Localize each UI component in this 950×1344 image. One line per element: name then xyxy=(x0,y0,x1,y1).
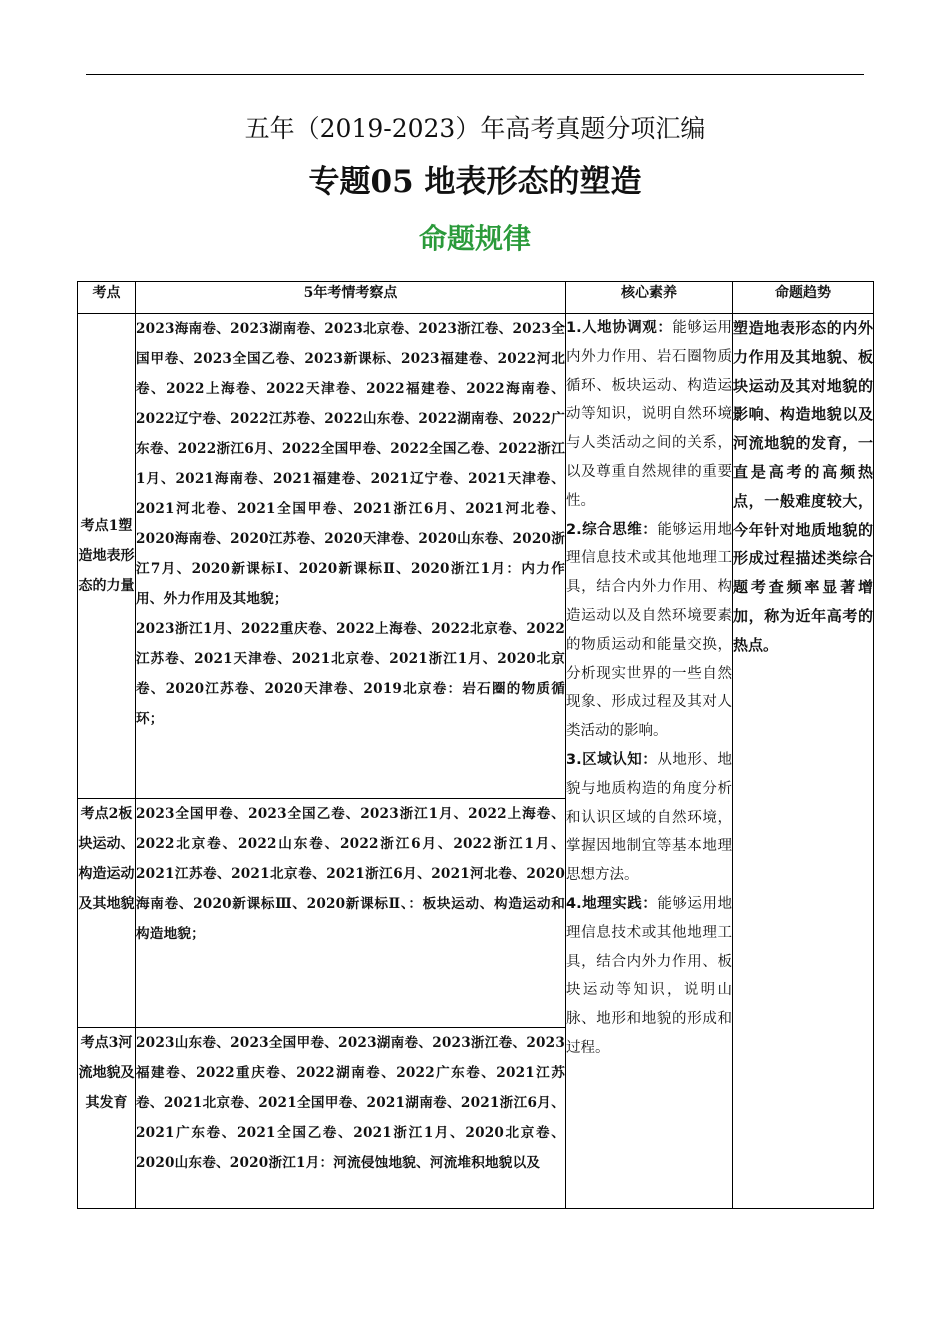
core-item-heading: 1.人地协调观： xyxy=(566,320,673,336)
topic-cell: 考点2板块运动、构造运动及其地貌 xyxy=(78,799,136,1028)
column-header-trend: 命题趋势 xyxy=(733,282,874,314)
core-item-text: 能够运用内外力作用、岩石圈物质循环、板块运动、构造运动等知识，说明自然环境与人类活动之间的关系，以及尊重自然规律的重要性。 xyxy=(566,320,732,509)
core-literacy-cell xyxy=(566,314,733,1209)
table-header-row xyxy=(78,282,874,314)
core-item xyxy=(566,516,732,746)
core-item-text: 能够运用地理信息技术或其他地理工具，结合内外力作用、构造运动以及自然环境要素的物质运动和能量交换，分析现实世界的一些自然现象、形成过程及其对人类活动的影响。 xyxy=(566,521,732,740)
core-item-text: 从地形、地貌与地质构造的角度分析和认识区域的自然环境，掌握因地制宜等基本地理思想方法。 xyxy=(566,751,732,884)
core-item-heading: 2.综合思维： xyxy=(566,521,658,538)
column-header-exams: 5年考情考察点 xyxy=(136,282,566,314)
exam-cell xyxy=(136,314,566,799)
column-header-topic: 考点 xyxy=(78,282,136,314)
exam-cell xyxy=(136,1028,566,1209)
top-rule xyxy=(86,74,864,75)
exam-text: 2023全国甲卷、2023全国乙卷、2023浙江1月、2022上海卷、2022北京卷、2022山东卷、2022浙江6月、2022浙江1月、2021江苏卷、2021北京卷、2021浙江6月、2021河北卷、2020海南卷、2020新课标Ⅲ、2020新课标Ⅱ、：板块运动、构造运动和构造地貌； xyxy=(136,806,565,942)
exam-analysis-table xyxy=(77,281,874,1209)
core-item-text: 能够运用地理信息技术或其他地理工具，结合内外力作用、板块运动等知识，说明山脉、地形和地貌的形成和过程。 xyxy=(566,895,732,1056)
exam-text: 2023山东卷、2023全国甲卷、2023湖南卷、2023浙江卷、2023福建卷、2022重庆卷、2022湖南卷、2022广东卷、2021江苏卷、2021北京卷、2021全国甲卷、2021湖南卷、2021浙江6月、2021广东卷、2021全国乙卷、2021浙江1月、2020北京卷、2020山东卷、2020浙江1月：河流侵蚀地貌、河流堆积地貌以及 xyxy=(136,1035,565,1171)
core-item xyxy=(566,890,732,1063)
column-header-core-literacy: 核心素养 xyxy=(566,282,733,314)
core-item xyxy=(566,314,732,516)
core-item xyxy=(566,746,732,890)
topic-cell: 考点3河流地貌及其发育 xyxy=(78,1028,136,1209)
exam-text: 2023浙江1月、2022重庆卷、2022上海卷、2022北京卷、2022江苏卷、2021天津卷、2021北京卷、2021浙江1月、2020北京卷、2020江苏卷、2020天津卷、2019北京卷：岩石圈的物质循环； xyxy=(136,621,565,727)
core-item-heading: 4.地理实践： xyxy=(566,895,658,912)
core-item-heading: 3.区域认知： xyxy=(566,751,658,768)
exam-text: 2023海南卷、2023湖南卷、2023北京卷、2023浙江卷、2023全国甲卷、2023全国乙卷、2023新课标、2023福建卷、2022河北卷、2022上海卷、2022天津卷、2022福建卷、2022海南卷、2022辽宁卷、2022江苏卷、2022山东卷、2022湖南卷、2022广东卷、2022浙江6月、2022全国甲卷、2022全国乙卷、2022浙江1月、2021海南卷、2021福建卷、2021辽宁卷、2021天津卷、2021河北卷、2021全国甲卷、2021浙江6月、2021河北卷、2020海南卷、2020江苏卷、2020天津卷、2020山东卷、2020浙江7月、2020新课标Ⅰ、2020新课标Ⅱ、2020浙江1月：内力作用、外力作用及其地貌； xyxy=(136,321,565,607)
trend-cell: 塑造地表形态的内外力作用及其地貌、板块运动及其对地貌的影响、构造地貌以及河流地貌的发育，一直是高考的高频热点，一般难度较大，今年针对地质地貌的形成过程描述类综合题考查频率显著增加，称为近年高考的热点。 xyxy=(733,314,874,1209)
document-title: 五年（2019-2023）年高考真题分项汇编 xyxy=(244,114,706,143)
topic-title: 专题05 地表形态的塑造 xyxy=(308,164,642,200)
table-row xyxy=(78,314,874,799)
exam-cell xyxy=(136,799,566,1028)
section-title: 命题规律 xyxy=(418,222,531,255)
topic-cell: 考点1塑造地表形态的力量 xyxy=(78,314,136,799)
